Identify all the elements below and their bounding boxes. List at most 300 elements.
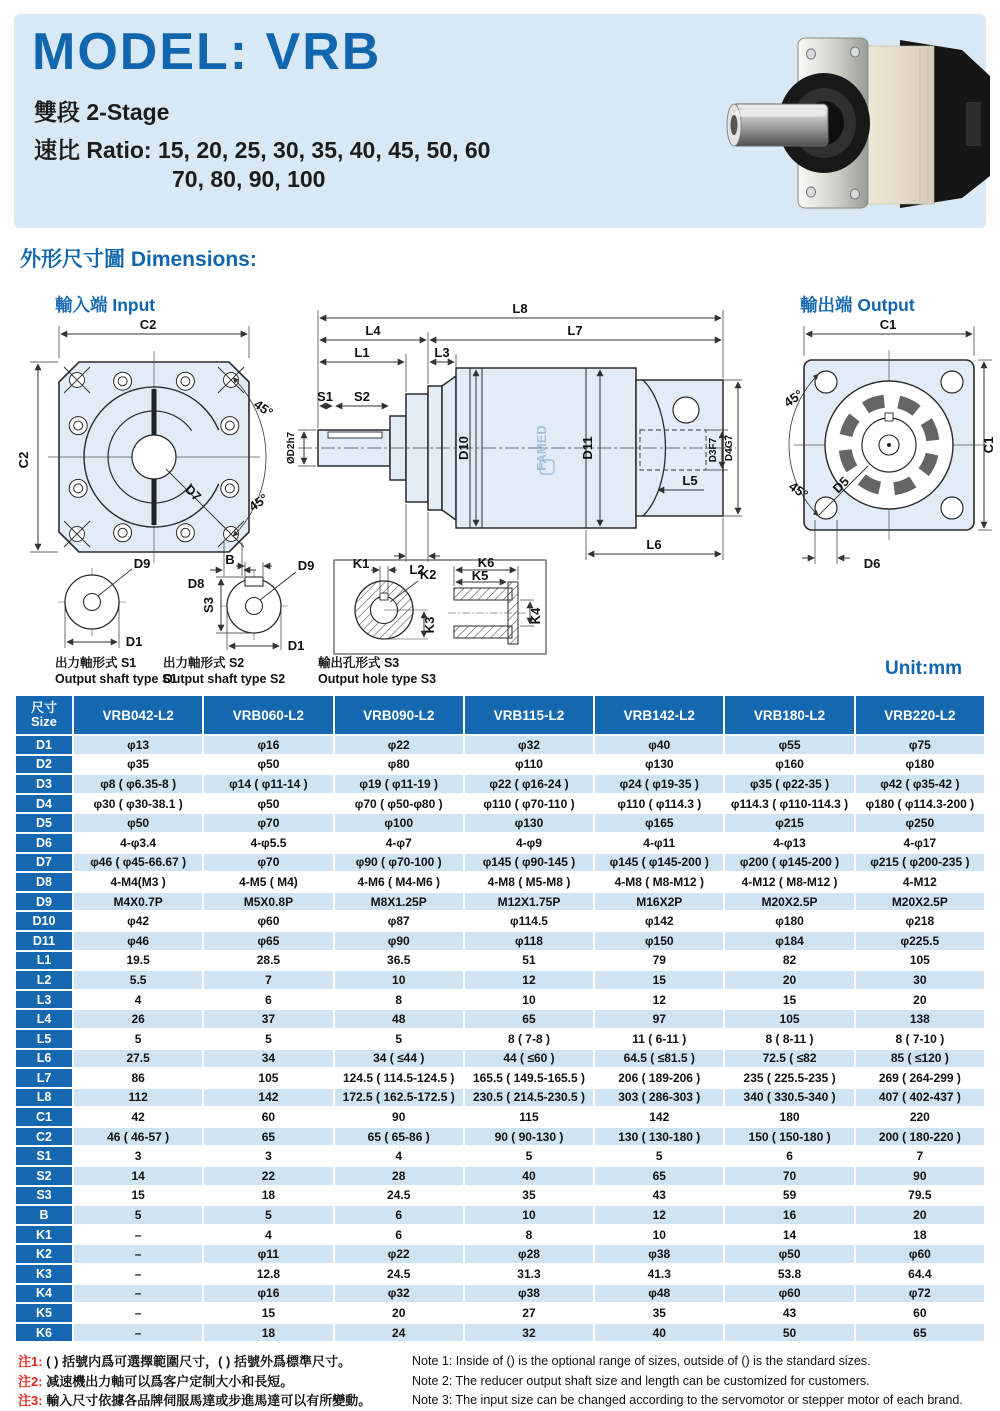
column-header: VRB180-L2	[725, 696, 853, 734]
size-header-en: Size	[30, 714, 57, 729]
dimension-cell: 60	[204, 1108, 332, 1126]
dimension-cell: 65 ( 65-86 )	[335, 1128, 463, 1146]
row-label: S1	[16, 1147, 72, 1165]
dimension-cell: φ110 ( φ114.3 )	[595, 795, 723, 813]
dimension-cell: φ75	[856, 736, 984, 754]
dimension-cell: 5	[74, 1206, 202, 1224]
dim-label-c2-left: C2	[16, 451, 31, 469]
dimension-cell: 97	[595, 1010, 723, 1028]
dim-label-s1: S1	[317, 389, 333, 404]
dimension-cell: φ180	[856, 756, 984, 774]
dim-label-s2-d1: D1	[287, 638, 305, 653]
dimension-cell: 150 ( 150-180 )	[725, 1128, 853, 1146]
dimension-cell: φ100	[335, 814, 463, 832]
dimension-cell: φ16	[204, 1285, 332, 1303]
dimension-cell: 4-φ3.4	[74, 834, 202, 852]
dimension-cell: φ180 ( φ114.3-200 )	[856, 795, 984, 813]
note-text: 减速機出力軸可以爲客户定制大小和長短。	[46, 1373, 294, 1389]
table-row	[16, 1089, 984, 1107]
dimension-cell: φ50	[725, 1245, 853, 1263]
row-label: B	[16, 1206, 72, 1224]
dim-label-d7: D7	[182, 481, 205, 504]
row-label: C2	[16, 1128, 72, 1146]
dim-label-s3-k4: K4	[528, 607, 543, 625]
dimension-cell: 4-φ9	[465, 834, 593, 852]
dim-label-s3-k2: K2	[419, 567, 437, 582]
ratio-prefix: 速比 Ratio:	[34, 137, 158, 163]
output-view-drawing	[768, 312, 996, 612]
dimension-cell: φ60	[856, 1245, 984, 1263]
dimension-cell: 26	[74, 1010, 202, 1028]
dim-label-l7: L7	[567, 323, 583, 338]
dimension-cell: –	[74, 1245, 202, 1263]
dimension-cell: φ50	[204, 756, 332, 774]
shaft-type-s2-drawing	[201, 554, 314, 653]
dimension-cell: 4-φ7	[335, 834, 463, 852]
dimension-cell: 32	[465, 1324, 593, 1342]
dimension-cell: 37	[204, 1010, 332, 1028]
dimension-cell: 15	[595, 971, 723, 989]
row-label: L3	[16, 991, 72, 1009]
dimension-cell: φ80	[335, 756, 463, 774]
row-label: D9	[16, 893, 72, 911]
stage-line: 雙段 2-Stage	[34, 99, 170, 125]
dim-label-l4: L4	[365, 323, 381, 338]
dimension-cell: 44 ( ≤60 )	[465, 1050, 593, 1068]
notes-chinese	[18, 1352, 410, 1411]
row-label: L7	[16, 1069, 72, 1087]
dimension-cell: 28.5	[204, 952, 332, 970]
dimension-cell: 90 ( 90-130 )	[465, 1128, 593, 1146]
input-view-label: 輸入端 Input	[55, 295, 156, 315]
dimension-cell: 269 ( 264-299 )	[856, 1069, 984, 1087]
column-header: VRB142-L2	[595, 696, 723, 734]
dimension-cell: 64.4	[856, 1265, 984, 1283]
dim-label-s2-d9: D9	[297, 558, 315, 573]
table-row	[16, 1147, 984, 1165]
dimension-cell: φ14 ( φ11-14 )	[204, 775, 332, 793]
dimension-cell: φ38	[465, 1285, 593, 1303]
dimension-cell: 407 ( 402-437 )	[856, 1089, 984, 1107]
dimension-cell: 48	[335, 1010, 463, 1028]
dim-label-l3: L3	[434, 345, 450, 360]
dimension-cell: 6	[725, 1147, 853, 1165]
dimension-cell: 138	[856, 1010, 984, 1028]
dimension-cell: 4	[335, 1147, 463, 1165]
dimension-cell: 4-M8 ( M5-M8 )	[465, 873, 593, 891]
row-label: L5	[16, 1030, 72, 1048]
dim-label-45-upper: 45°	[781, 386, 806, 411]
dimension-cell: 4-M5 ( M4)	[204, 873, 332, 891]
dimension-cell: 230.5 ( 214.5-230.5 )	[465, 1089, 593, 1107]
dimension-cell: M12X1.75P	[465, 893, 593, 911]
dimension-cell: 90	[335, 1108, 463, 1126]
dimension-cell: 60	[856, 1304, 984, 1322]
dim-label-45-lower: 45°	[786, 478, 811, 503]
dimension-cell: 124.5 ( 114.5-124.5 )	[335, 1069, 463, 1087]
dimension-cell: φ180	[725, 912, 853, 930]
dimension-cell: 4-φ11	[595, 834, 723, 852]
dimension-cell: 10	[335, 971, 463, 989]
dimension-cell: φ118	[465, 932, 593, 950]
hole-type-s3-drawing	[334, 555, 546, 654]
dimension-cell: 6	[335, 1206, 463, 1224]
dimension-cell: φ8 ( φ6.35-8 )	[74, 775, 202, 793]
column-header: VRB060-L2	[204, 696, 332, 734]
dim-label-s3-k6: K6	[477, 555, 495, 570]
dimension-cell: φ130	[465, 814, 593, 832]
table-row	[16, 912, 984, 930]
dimension-cell: φ70	[204, 814, 332, 832]
dimension-cell: 8 ( 8-11 )	[725, 1030, 853, 1048]
dimension-cell: φ110 ( φ70-110 )	[465, 795, 593, 813]
dimension-cell: 79	[595, 952, 723, 970]
dimension-cell: M16X2P	[595, 893, 723, 911]
dimension-cell: 206 ( 189-206 )	[595, 1069, 723, 1087]
dimension-cell: 5	[204, 1030, 332, 1048]
dim-label-d10: D10	[456, 436, 471, 460]
dimension-cell: 40	[465, 1167, 593, 1185]
dim-label-l6: L6	[646, 537, 662, 552]
dimension-cell: φ13	[74, 736, 202, 754]
column-header: VRB090-L2	[335, 696, 463, 734]
dim-label-45-bottom: 45°	[246, 490, 271, 515]
dimension-cell: 86	[74, 1069, 202, 1087]
row-label: D4	[16, 795, 72, 813]
dim-label-d11: D11	[580, 436, 595, 460]
dim-label-s3-k5: K5	[471, 568, 489, 583]
row-label: L1	[16, 952, 72, 970]
table-row	[16, 756, 984, 774]
dimension-cell: φ110	[465, 756, 593, 774]
dimension-cell: 16	[725, 1206, 853, 1224]
row-label: K6	[16, 1324, 72, 1342]
size-header	[16, 696, 72, 734]
dimension-cell: 20	[856, 991, 984, 1009]
table-row	[16, 952, 984, 970]
dimension-cell: 11 ( 6-11 )	[595, 1030, 723, 1048]
header-band	[14, 14, 986, 228]
dimension-cell: –	[74, 1265, 202, 1283]
row-label: D8	[16, 873, 72, 891]
table-row	[16, 795, 984, 813]
notes-english	[412, 1352, 990, 1411]
dimension-cell: 115	[465, 1108, 593, 1126]
dimension-cell: φ225.5	[856, 932, 984, 950]
row-label: L6	[16, 1050, 72, 1068]
note-text: 輸入尺寸依據各品牌伺服馬達或步進馬達可以有所變動。	[46, 1393, 372, 1408]
dimension-cell: φ11	[204, 1245, 332, 1263]
size-header-cn: 尺寸	[30, 699, 57, 715]
dimension-cell: φ184	[725, 932, 853, 950]
dimension-cell: 8	[465, 1226, 593, 1244]
side-view-drawing	[278, 298, 748, 598]
table-header-row	[16, 696, 984, 734]
row-label: D5	[16, 814, 72, 832]
dimension-cell: 105	[725, 1010, 853, 1028]
unit-label: Unit:mm	[885, 658, 963, 679]
dimension-cell: φ60	[725, 1285, 853, 1303]
dimension-cell: –	[74, 1304, 202, 1322]
dim-label-c1-top: C1	[879, 317, 897, 332]
row-label: D11	[16, 932, 72, 950]
row-label: D2	[16, 756, 72, 774]
dimension-cell: 5	[595, 1147, 723, 1165]
dimension-cell: 28	[335, 1167, 463, 1185]
column-header: VRB220-L2	[856, 696, 984, 734]
column-header: VRB042-L2	[74, 696, 202, 734]
dim-label-s2-s3: S3	[201, 597, 216, 613]
dimension-cell: φ35	[74, 756, 202, 774]
table-row	[16, 1030, 984, 1048]
shaft-type-drawings	[14, 554, 554, 659]
dimension-cell: φ50	[204, 795, 332, 813]
dimension-cell: φ142	[595, 912, 723, 930]
dimension-cell: φ35 ( φ22-35 )	[725, 775, 853, 793]
dim-label-45-top: 45°	[251, 396, 276, 421]
dimension-cell: φ42	[74, 912, 202, 930]
table-row	[16, 1167, 984, 1185]
dimension-cell: 34 ( ≤44 )	[335, 1050, 463, 1068]
row-label: K2	[16, 1245, 72, 1263]
dimension-cell: 8	[335, 991, 463, 1009]
ratio-line	[34, 132, 490, 165]
table-row	[16, 1285, 984, 1303]
dimension-cell: 4-φ5.5	[204, 834, 332, 852]
dimension-cell: 4	[74, 991, 202, 1009]
dimension-cell: 90	[856, 1167, 984, 1185]
dimension-cell: φ70	[204, 854, 332, 872]
dimension-cell: φ215	[725, 814, 853, 832]
dimension-cell: 18	[204, 1324, 332, 1342]
dimension-cell: 64.5 ( ≤81.5 )	[595, 1050, 723, 1068]
row-label: L8	[16, 1089, 72, 1107]
dim-label-s3-k1: K1	[352, 556, 370, 571]
note-en-line: Note 1: Inside of () is the optional range of sizes, outside of () is the standard sizes.	[412, 1354, 871, 1368]
dimension-cell: 4-M6 ( M4-M6 )	[335, 873, 463, 891]
dimension-cell: φ215 ( φ200-235 )	[856, 854, 984, 872]
dimension-cell: 43	[725, 1304, 853, 1322]
dimension-cell: 14	[725, 1226, 853, 1244]
caption-shaft-s1	[55, 655, 177, 688]
dimension-cell: 340 ( 330.5-340 )	[725, 1089, 853, 1107]
dimensions-table	[14, 694, 986, 1343]
table-row	[16, 971, 984, 989]
dim-label-d6: D6	[863, 556, 881, 571]
dimension-cell: 4	[204, 1226, 332, 1244]
dimension-cell: φ65	[204, 932, 332, 950]
dim-label-s2: S2	[354, 389, 370, 404]
dimension-cell: φ42 ( φ35-42 )	[856, 775, 984, 793]
dim-label-s1-d1: D1	[125, 634, 143, 649]
dimension-cell: φ32	[335, 1285, 463, 1303]
caption-shaft-s1-en: Output shaft type S1	[55, 672, 178, 687]
dimension-cell: 79.5	[856, 1187, 984, 1205]
caption-shaft-s2-en: Output shaft type S2	[163, 672, 286, 687]
row-label: K1	[16, 1226, 72, 1244]
ratio-values-2: 70, 80, 90, 100	[172, 166, 326, 192]
dimension-cell: φ218	[856, 912, 984, 930]
dim-label-d2: ØD2h7	[286, 431, 297, 465]
dimension-cell: 27.5	[74, 1050, 202, 1068]
dimension-cell: 142	[595, 1108, 723, 1126]
dimension-cell: φ130	[595, 756, 723, 774]
row-label: K5	[16, 1304, 72, 1322]
dimension-cell: 82	[725, 952, 853, 970]
dimension-cell: 35	[595, 1304, 723, 1322]
dimension-cell: 3	[204, 1147, 332, 1165]
table-row	[16, 1226, 984, 1244]
dimension-cell: 4-M8 ( M8-M12 )	[595, 873, 723, 891]
dimension-cell: M8X1.25P	[335, 893, 463, 911]
row-label: L2	[16, 971, 72, 989]
caption-shaft-s2-cn: 出力軸形式 S2	[163, 656, 245, 670]
dimension-cell: 7	[856, 1147, 984, 1165]
dimension-cell: 10	[465, 991, 593, 1009]
dimension-cell: 5	[74, 1030, 202, 1048]
dimension-cell: φ16	[204, 736, 332, 754]
dimension-cell: 4-M12 ( M8-M12 )	[725, 873, 853, 891]
dimension-cell: φ150	[595, 932, 723, 950]
dimension-cell: 65	[595, 1167, 723, 1185]
dimension-cell: 8 ( 7-8 )	[465, 1030, 593, 1048]
table-row	[16, 1010, 984, 1028]
dimension-cell: 70	[725, 1167, 853, 1185]
table-row	[16, 1265, 984, 1283]
dimension-cell: φ28	[465, 1245, 593, 1263]
dimension-cell: 5.5	[74, 971, 202, 989]
caption-shaft-s1-cn: 出力軸形式 S1	[55, 656, 137, 670]
dimension-cell: 3	[74, 1147, 202, 1165]
column-header: VRB115-L2	[465, 696, 593, 734]
dimension-cell: 180	[725, 1108, 853, 1126]
dimension-cell: φ46	[74, 932, 202, 950]
dimension-cell: 24.5	[335, 1187, 463, 1205]
dimension-cell: M20X2.5P	[725, 893, 853, 911]
dimension-cell: 12	[595, 991, 723, 1009]
dimension-cell: 59	[725, 1187, 853, 1205]
caption-shaft-s2	[163, 655, 285, 688]
dimension-cell: M20X2.5P	[856, 893, 984, 911]
table-row	[16, 1245, 984, 1263]
dimension-cell: φ22	[335, 1245, 463, 1263]
dim-label-l1: L1	[354, 345, 370, 360]
row-label: D7	[16, 854, 72, 872]
ratio-values-1: 15, 20, 25, 30, 35, 40, 45, 50, 60	[157, 137, 491, 163]
dimension-cell: 5	[335, 1030, 463, 1048]
dim-label-d4: D4G7	[724, 434, 735, 462]
dimension-cell: φ250	[856, 814, 984, 832]
note-label: 注1:	[18, 1354, 43, 1369]
table-row	[16, 775, 984, 793]
dimension-cell: 8 ( 7-10 )	[856, 1030, 984, 1048]
row-label: K4	[16, 1285, 72, 1303]
dimension-cell: 112	[74, 1089, 202, 1107]
dimension-cell: φ145 ( φ90-145 )	[465, 854, 593, 872]
dimension-cell: 4-φ13	[725, 834, 853, 852]
dimension-cell: 40	[595, 1324, 723, 1342]
dimension-cell: 7	[204, 971, 332, 989]
dimension-cell: φ70 ( φ50-φ80 )	[335, 795, 463, 813]
dimension-cell: 5	[465, 1147, 593, 1165]
dim-label-s2-b: B	[225, 554, 235, 567]
table-row	[16, 834, 984, 852]
dimension-cell: 18	[204, 1187, 332, 1205]
shaft-type-s1-drawing	[58, 556, 150, 649]
dimension-cell: 24.5	[335, 1265, 463, 1283]
dimension-cell: 4-M12	[856, 873, 984, 891]
caption-hole-s3	[318, 655, 436, 688]
dimension-cell: M5X0.8P	[204, 893, 332, 911]
dimension-cell: 14	[74, 1167, 202, 1185]
note-en-line: Note 2: The reducer output shaft size and length can be customized for customers.	[412, 1373, 870, 1388]
dimension-cell: 200 ( 180-220 )	[856, 1128, 984, 1146]
dimension-cell: 130 ( 130-180 )	[595, 1128, 723, 1146]
dimension-cell: 65	[465, 1010, 593, 1028]
dimension-cell: 50	[725, 1324, 853, 1342]
table-row	[16, 873, 984, 891]
row-label: D3	[16, 775, 72, 793]
dimension-cell: 20	[725, 971, 853, 989]
dimension-cell: 53.8	[725, 1265, 853, 1283]
dim-label-c1-right: C1	[981, 436, 996, 454]
note-label: 注2:	[18, 1373, 43, 1389]
dim-label-l8: L8	[512, 301, 528, 316]
dimension-cell: 5	[204, 1206, 332, 1224]
dimension-cell: φ32	[465, 736, 593, 754]
row-label: D6	[16, 834, 72, 852]
dimension-cell: 18	[856, 1226, 984, 1244]
dimension-cell: 4-M4(M3 )	[74, 873, 202, 891]
table-row	[16, 893, 984, 911]
dimension-cell: 15	[204, 1304, 332, 1322]
dim-label-d8: D8	[187, 576, 205, 591]
dimension-cell: 6	[335, 1226, 463, 1244]
dimension-cell: 65	[204, 1128, 332, 1146]
note-en-line: Note 3: The input size can be changed according to the servomotor or stepper motor of each brand.	[412, 1393, 963, 1407]
dimension-cell: M4X0.7P	[74, 893, 202, 911]
dim-label-d3: D3F7	[708, 437, 719, 463]
dimension-cell: 105	[856, 952, 984, 970]
dimension-cell: 12	[595, 1206, 723, 1224]
table-row	[16, 1324, 984, 1342]
dimension-cell: 20	[335, 1304, 463, 1322]
dimension-cell: 30	[856, 971, 984, 989]
table-row	[16, 1069, 984, 1087]
dimension-cell: 46 ( 46-57 )	[74, 1128, 202, 1146]
dimension-cell: φ40	[595, 736, 723, 754]
dim-label-l2: L2	[409, 562, 425, 577]
dimension-cell: 15	[74, 1187, 202, 1205]
table-row	[16, 1050, 984, 1068]
table-row	[16, 854, 984, 872]
dimension-cell: φ46 ( φ45-66.67 )	[74, 854, 202, 872]
dimension-cell: 10	[595, 1226, 723, 1244]
dimension-cell: 12	[465, 971, 593, 989]
dimension-cell: 43	[595, 1187, 723, 1205]
dimension-cell: –	[74, 1226, 202, 1244]
dimension-cell: φ145 ( φ145-200 )	[595, 854, 723, 872]
dimension-cell: φ24 ( φ19-35 )	[595, 775, 723, 793]
note-cn-line	[18, 1391, 410, 1411]
dimension-cell: –	[74, 1285, 202, 1303]
dimension-cell: φ38	[595, 1245, 723, 1263]
dimension-cell: 6	[204, 991, 332, 1009]
note-cn-line	[18, 1372, 410, 1392]
dimension-cell: φ114.5	[465, 912, 593, 930]
dimension-cell: 105	[204, 1069, 332, 1087]
dimension-cell: 31.3	[465, 1265, 593, 1283]
